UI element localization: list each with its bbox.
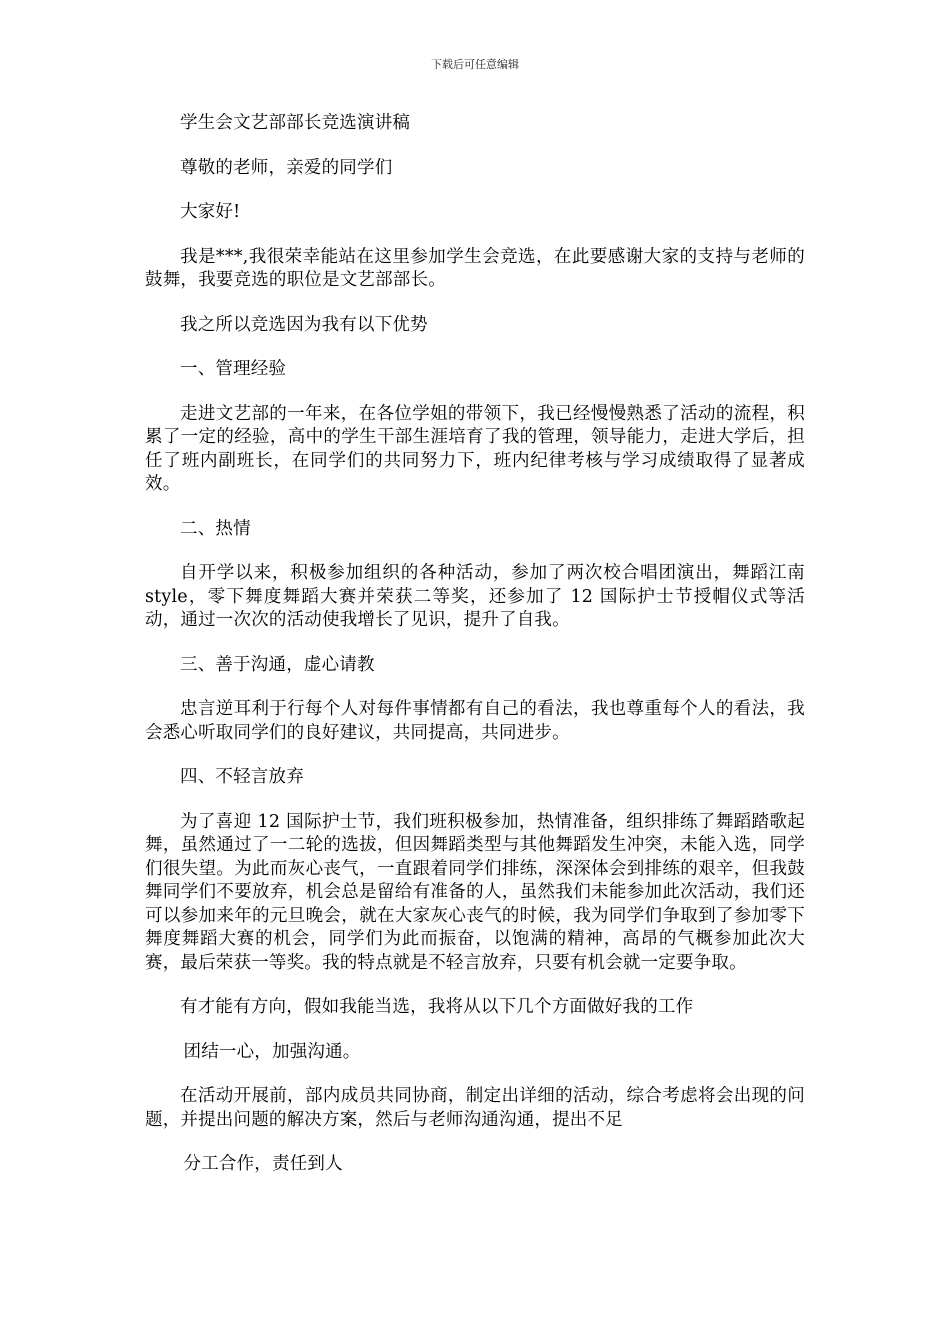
plan-heading-2: 分工合作，责任到人 xyxy=(183,1154,343,1174)
section-heading-1: 一、管理经验 xyxy=(180,359,287,379)
document-body xyxy=(145,112,805,1198)
intro-paragraph: 我是***,我很荣幸能站在这里参加学生会竞选，在此要感谢大家的支持与老师的鼓舞，我要竞选的职位是文艺部部长。 xyxy=(145,246,805,290)
section-body-3: 忠言逆耳利于行每个人对每件事情都有自己的看法，我也尊重每个人的看法，我会悉心听取同学们的良好建议，共同提高，共同进步。 xyxy=(145,699,805,743)
section-heading-3: 三、善于沟通，虚心请教 xyxy=(180,654,375,675)
document-title: 学生会文艺部部长竞选演讲稿 xyxy=(180,113,411,133)
plan-intro: 有才能有方向，假如我能当选，我将从以下几个方面做好我的工作 xyxy=(180,997,694,1017)
plan-heading-1: 团结一心，加强沟通。 xyxy=(183,1041,361,1062)
greeting: 大家好! xyxy=(180,202,241,222)
section-heading-2: 二、热情 xyxy=(180,518,251,539)
section-body-4: 为了喜迎 12 国际护士节，我们班积极参加，热情准备，组织排练了舞蹈踏歌起舞，虽然通过了一二轮的选拔，但因舞蹈类型与其他舞蹈发生冲突，未能入选，同学们很失望。为此而灰心丧气，一直跟着同学们排练，深深体会到排练的艰辛，但我鼓舞同学们不要放弃，机会总是留给有准备的人，虽然我们未能参加此次活动，我们还可以参加来年的元旦晚会，就在大家灰心丧气的时候，我为同学们争取到了参加零下舞度舞蹈大赛的机会，同学们为此而振奋，以饱满的精神，高昂的气概参加此次大赛，最后荣获一等奖。我的特点就是不轻言放弃，只要有机会就一定要争取。 xyxy=(145,811,805,973)
section-body-2: 自开学以来，积极参加组织的各种活动，参加了两次校合唱团演出，舞蹈江南 style，零下舞度舞蹈大赛并荣获二等奖，还参加了 12 国际护士节授帽仪式等活动，通过一次次的活动使我增长了见识，提升了自我。 xyxy=(145,563,805,630)
section-body-1: 走进文艺部的一年来，在各位学姐的带领下，我已经慢慢熟悉了活动的流程，积累了一定的经验，高中的学生干部生涯培育了我的管理，领导能力，走进大学后，担任了班内副班长，在同学们的共同努力下，班内纪律考核与学习成绩取得了显著成效。 xyxy=(145,403,805,494)
section-heading-4: 四、不轻言放弃 xyxy=(180,767,304,787)
plan-body-1: 在活动开展前，部内成员共同协商，制定出详细的活动，综合考虑将会出现的问题，并提出问题的解决方案，然后与老师沟通沟通，提出不足 xyxy=(145,1086,805,1130)
salutation: 尊敬的老师，亲爱的同学们 xyxy=(180,157,393,178)
page-header-note: 下载后可任意编辑 xyxy=(431,58,519,71)
reason-paragraph: 我之所以竞选因为我有以下优势 xyxy=(180,314,428,335)
